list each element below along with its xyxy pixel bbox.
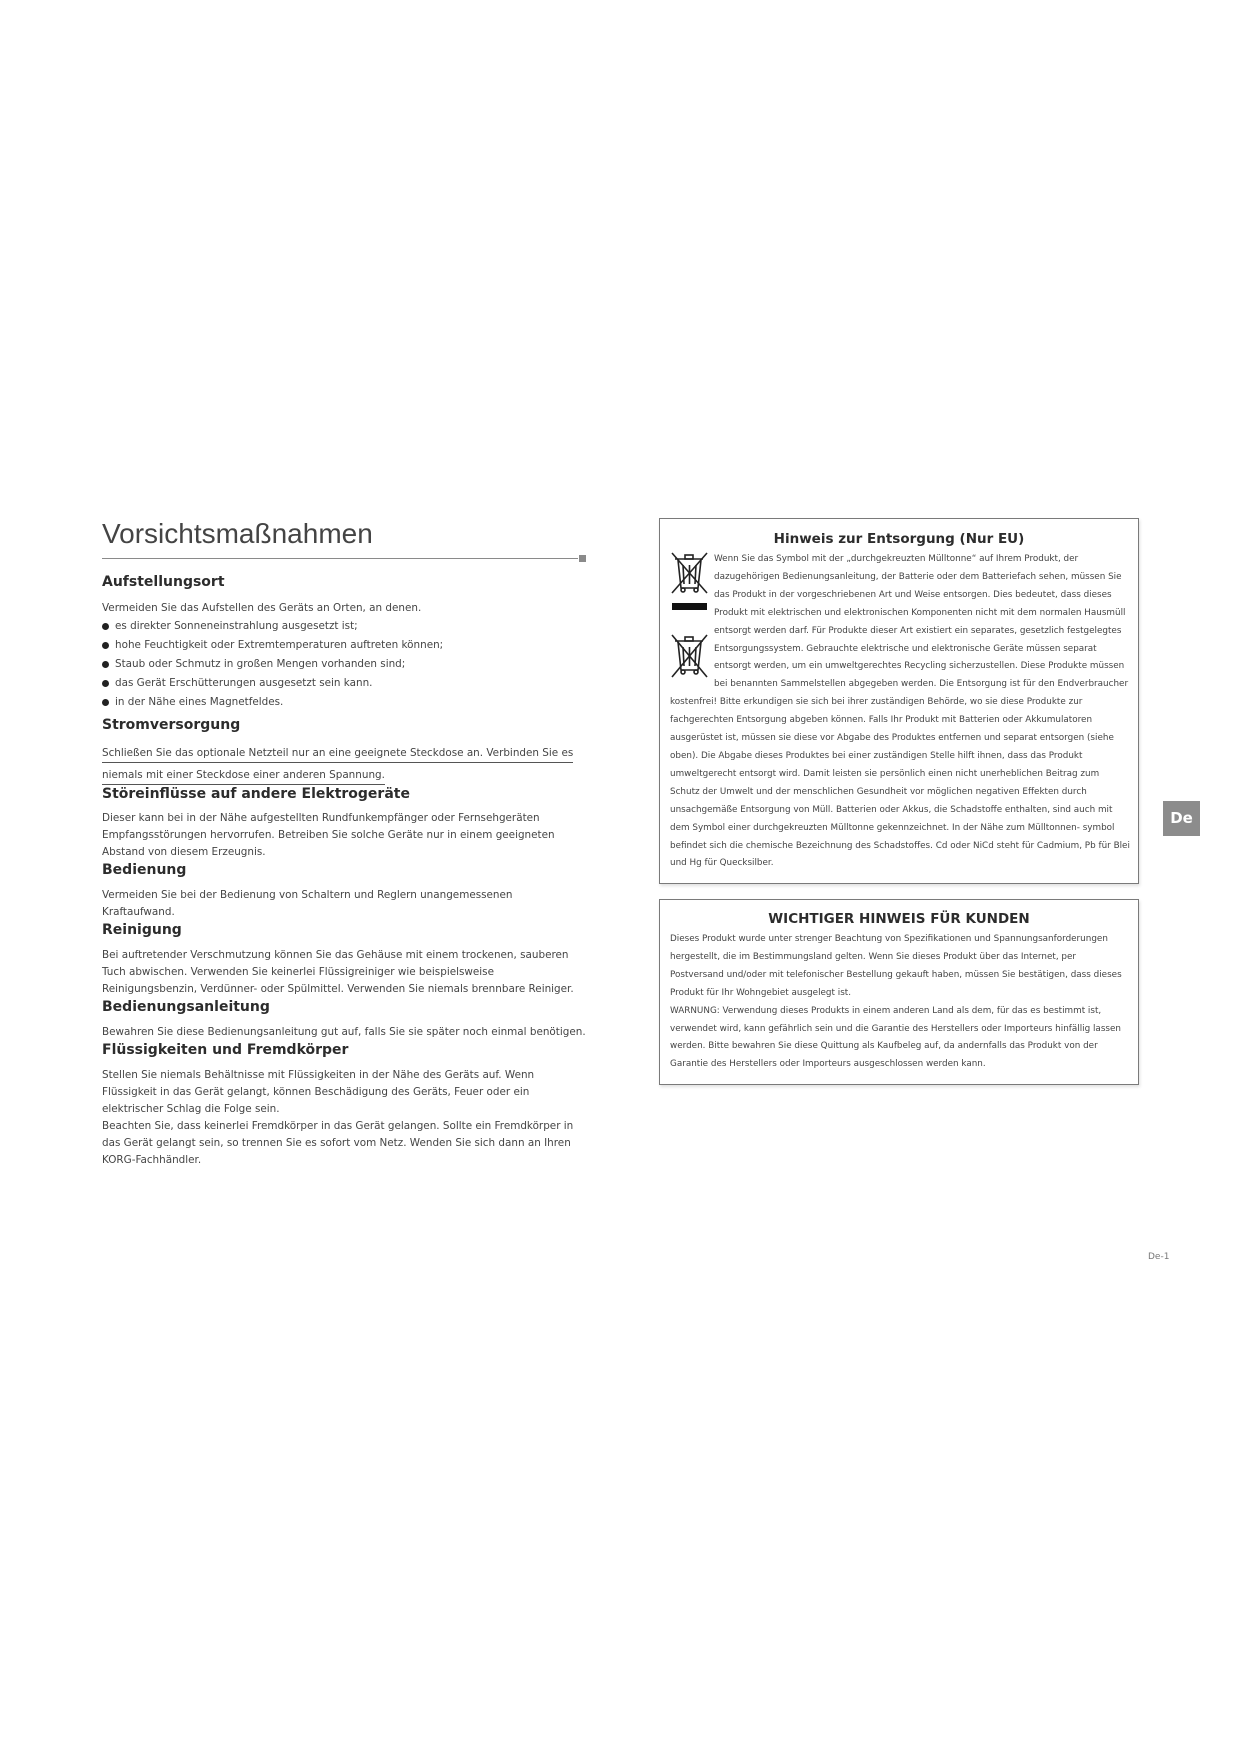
stromversorgung-line-1: Schließen Sie das optionale Netzteil nur an eine geeignete Steckdose an. Verbinden Sie es: [102, 745, 573, 763]
bin-icons: [670, 551, 714, 679]
customer-notice-warning: WARNUNG: Verwendung dieses Produkts in einem anderen Land als dem, für das es bestimmt ist, verwendet wird, kann gefährlich sein und die Garantie des Herstellers oder Importeurs hinfällig lassen werden. Bitte bewahren Sie diese Quittung als Kaufbeleg auf, da andernfalls das Produkt von der Garantie des Herstellers oder Importeurs ausgeschlossen werden kann.: [670, 1005, 1121, 1070]
bullet-icon: [102, 699, 109, 706]
stromversorgung-line-2: niemals mit einer Steckdose einer anderen Spannung.: [102, 767, 385, 785]
disposal-notice-body: [670, 551, 1130, 873]
stoereinfluesse-text: Dieser kann bei in der Nähe aufgestellten Rundfunkempfänger oder Fernsehgeräten Empfangsstörungen hervorrufen. Betreiben Sie solche Geräte nur in einem geeigneten Abstand von diesem Erzeugnis.: [102, 812, 555, 858]
customer-notice-body: [670, 931, 1130, 1074]
list-item: hohe Feuchtigkeit oder Extremtemperaturen auftreten können;: [102, 636, 586, 655]
disposal-notice-box: [659, 518, 1139, 884]
precautions-column: [102, 516, 586, 1169]
heading-stoereinfluesse: Störeinflüsse auf andere Elektrogeräte: [102, 786, 410, 802]
heading-stromversorgung: Stromversorgung: [102, 717, 241, 733]
aufstellungsort-list: [102, 617, 586, 712]
list-item: Staub oder Schmutz in großen Mengen vorhanden sind;: [102, 655, 586, 674]
heading-bedienungsanleitung: Bedienungsanleitung: [102, 999, 270, 1015]
crossed-bin-icon: [670, 633, 710, 679]
customer-notice-text-1: Dieses Produkt wurde unter strenger Beachtung von Spezifikationen und Spannungsanforderungen hergestellt, die im Bestimmungsland gelten. Wenn Sie dieses Produkt über das Internet, per Postversand und/oder mit telefonischer Bestellung gekauft haben, müssen Sie bestätigen, dass dieses Produkt für Ihr Wohngebiet ausgelegt ist.: [670, 934, 1122, 998]
disposal-notice-text: Wenn Sie das Symbol mit der „durchgekreuzten Mülltonne“ auf Ihrem Produkt, der dazugehörigen Bedienungsanleitung, der Batterie oder dem Batteriefach sehen, müssen Sie das Produkt in der vorgeschriebenen Art und Weise entsorgen. Dies bedeutet, dass dieses Produkt mit elektrischen und elektronischen Komponenten nicht mit dem normalen Hausmüll entsorgt werden darf. Für Produkte dieser Art existiert ein separates, gesetzlich festgelegtes Entsorgungssystem. Gebrauchte elektrische und elektronische Geräte müssen separat entsorgt werden, um ein umweltgerechtes Recycling sicherzustellen. Diese Produkte müssen bei benannten Sammelstellen abgegeben werden. Die Entsorgung ist für den Endverbraucher kostenfrei! Bitte erkundigen sie sich bei ihrer zuständigen Behörde, wo sie diese Produkte zur fachgerechten Entsorgung abgeben können. Falls Ihr Produkt mit Batterien oder Akkumulatoren ausgerüstet ist, müssen sie diese vor Abgabe des Produktes entfernen und separat entsorgen (siehe oben). Die Abgabe dieses Produktes bei einer zuständigen Stelle hilft ihnen, dass das Produkt umweltgerecht entsorgt wird. Damit leisten sie persönlich einen nicht unerheblichen Beitrag zum Schutz der Umwelt und der menschlichen Gesundheit vor möglichen negativen Effekten durch unsachgemäße Entsorgung von Müll. Batterien oder Akkus, die Schadstoffe enthalten, sind auch mit dem Symbol einer durchgekreuzten Mülltonne gekennzeichnet. In der Nähe zum Mülltonnen- symbol befindet sich die chemische Bezeichnung des Schadstoffes. Cd oder NiCd steht für Cadmium, Pb für Blei und Hg für Quecksilber.: [670, 554, 1130, 869]
list-item: es direkter Sonneneinstrahlung ausgesetzt ist;: [102, 617, 586, 636]
bullet-icon: [102, 680, 109, 687]
aufstellungsort-intro: Vermeiden Sie das Aufstellen des Geräts an Orten, an denen.: [102, 602, 422, 614]
page-title: Vorsichtsmaßnahmen: [102, 518, 373, 549]
bullet-icon: [102, 661, 109, 668]
customer-notice-title: WICHTIGER HINWEIS FÜR KUNDEN: [768, 911, 1030, 927]
bullet-icon: [102, 642, 109, 649]
reinigung-text: Bei auftretender Verschmutzung können Sie das Gehäuse mit einem trockenen, sauberen Tuch abwischen. Verwenden Sie keinerlei Flüssigreiniger wie beispielsweise Reinigungsbenzin, Verdünner- oder Spülmittel. Verwenden Sie niemals brennbare Reiniger.: [102, 949, 574, 995]
bedienungsanleitung-text: Bewahren Sie diese Bedienungsanleitung gut auf, falls Sie sie später noch einmal benötigen.: [102, 1026, 586, 1038]
title-divider: [102, 558, 578, 559]
fluessigkeiten-text-2: Beachten Sie, dass keinerlei Fremdkörper in das Gerät gelangen. Sollte ein Fremdkörper in das Gerät gelangt sein, so trennen Sie es sofort vom Netz. Wenden Sie sich dann an Ihren KORG-Fachhändler.: [102, 1120, 574, 1166]
bullet-icon: [102, 623, 109, 630]
heading-reinigung: Reinigung: [102, 922, 182, 938]
heading-fluessigkeiten: Flüssigkeiten und Fremdkörper: [102, 1042, 349, 1058]
language-tab: De: [1163, 801, 1200, 836]
crossed-bin-with-bar-icon: [670, 551, 710, 613]
bedienung-text: Vermeiden Sie bei der Bedienung von Schaltern und Reglern unangemessenen Kraftaufwand.: [102, 889, 513, 918]
disposal-notice-title: Hinweis zur Entsorgung (Nur EU): [773, 531, 1025, 547]
list-item: in der Nähe eines Magnetfeldes.: [102, 693, 586, 712]
heading-aufstellungsort: Aufstellungsort: [102, 574, 225, 590]
customer-notice-box: [659, 899, 1139, 1085]
stromversorgung-text: [102, 741, 586, 785]
fluessigkeiten-text-1: Stellen Sie niemals Behältnisse mit Flüssigkeiten in der Nähe des Geräts auf. Wenn Flüssigkeit in das Gerät gelangt, können Beschädigung des Geräts, Feuer oder ein elektrischer Schlag die Folge sein.: [102, 1069, 535, 1115]
page-number: De-1: [1148, 1252, 1170, 1262]
heading-bedienung: Bedienung: [102, 862, 187, 878]
list-item: das Gerät Erschütterungen ausgesetzt sein kann.: [102, 674, 586, 693]
